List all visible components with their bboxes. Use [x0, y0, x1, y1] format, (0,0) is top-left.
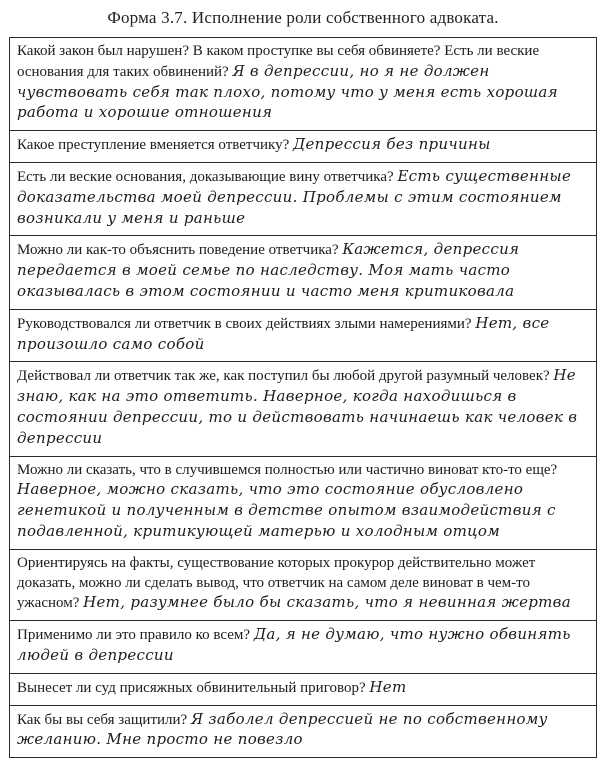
question-text: Есть ли веские основания, доказывающие вину ответчика?: [17, 168, 394, 185]
answer-text: Наверное, можно сказать, что это состояние обусловлено генетикой и полученным в детстве опытом взаимодействия с подавленной, критикующей матерью и холодным отцом: [17, 480, 556, 540]
question-text: Ориентируясь на факты, существование которых прокурор действительно может доказать, можно ли сделать вывод, что ответчик на самом деле виноват в чем-то ужасном?: [17, 554, 536, 612]
table-row: [10, 549, 597, 620]
table-row: [10, 705, 597, 758]
table-row: [10, 621, 597, 674]
table-row: [10, 456, 597, 549]
advocate-role-table: [9, 37, 597, 758]
question-text: Какой закон был нарушен? В каком проступке вы себя обвиняете? Есть ли веские основания для таких обвинений?: [17, 43, 540, 80]
table-row: [10, 309, 597, 362]
question-text: Применимо ли это правило ко всем?: [17, 627, 251, 644]
answer-text: Нет, разумнее было бы сказать, что я невинная жертва: [83, 593, 571, 612]
table-row: [10, 236, 597, 309]
answer-text: Нет: [369, 677, 407, 696]
question-text: Можно ли сказать, что в случившемся полностью или частично виноват кто-то еще?: [17, 461, 558, 478]
page-title: Форма 3.7. Исполнение роли собственного адвоката.: [107, 8, 499, 27]
question-text: Можно ли как-то объяснить поведение ответчика?: [17, 242, 339, 259]
table-row: [10, 673, 597, 705]
table-row: [10, 38, 597, 131]
answer-text: Да, я не думаю, что нужно обвинять людей в депрессии: [17, 625, 571, 664]
question-text: Какое преступление вменяется ответчику?: [17, 137, 290, 154]
table-row: [10, 362, 597, 456]
answer-text: Нет, все произошло само собой: [17, 313, 550, 353]
question-text: Как бы вы себя защитили?: [17, 711, 188, 728]
answer-text: Есть существенные доказательства моей депрессии. Проблемы с этим состоянием возникали у меня и раньше: [17, 166, 572, 227]
table-row: [10, 131, 597, 163]
answer-text: Я заболел депрессией не по собственному желанию. Мне просто не повезло: [17, 709, 548, 749]
answer-text: Кажется, депрессия передается в моей семье по наследству. Моя мать часто оказывалась в этом состоянии и часто меня критиковала: [17, 240, 520, 300]
question-text: Действовал ли ответчик так же, как поступил бы любой другой разумный человек?: [17, 368, 550, 385]
answer-text: Я в депрессии, но я не должен чувствовать себя так плохо, потому что у меня есть хорошая работа и хорошие отношения: [17, 61, 558, 122]
question-text: Руководствовался ли ответчик в своих действиях злыми намерениями?: [17, 315, 472, 332]
table-row: [10, 162, 597, 235]
question-text: Вынесет ли суд присяжных обвинительный приговор?: [17, 679, 366, 696]
answer-text: Депрессия без причины: [293, 135, 491, 154]
answer-text: Не знаю, как на это ответить. Наверное, когда находишься в состоянии депрессии, то и действовать начинаешь как человек в депрессии: [17, 366, 578, 447]
